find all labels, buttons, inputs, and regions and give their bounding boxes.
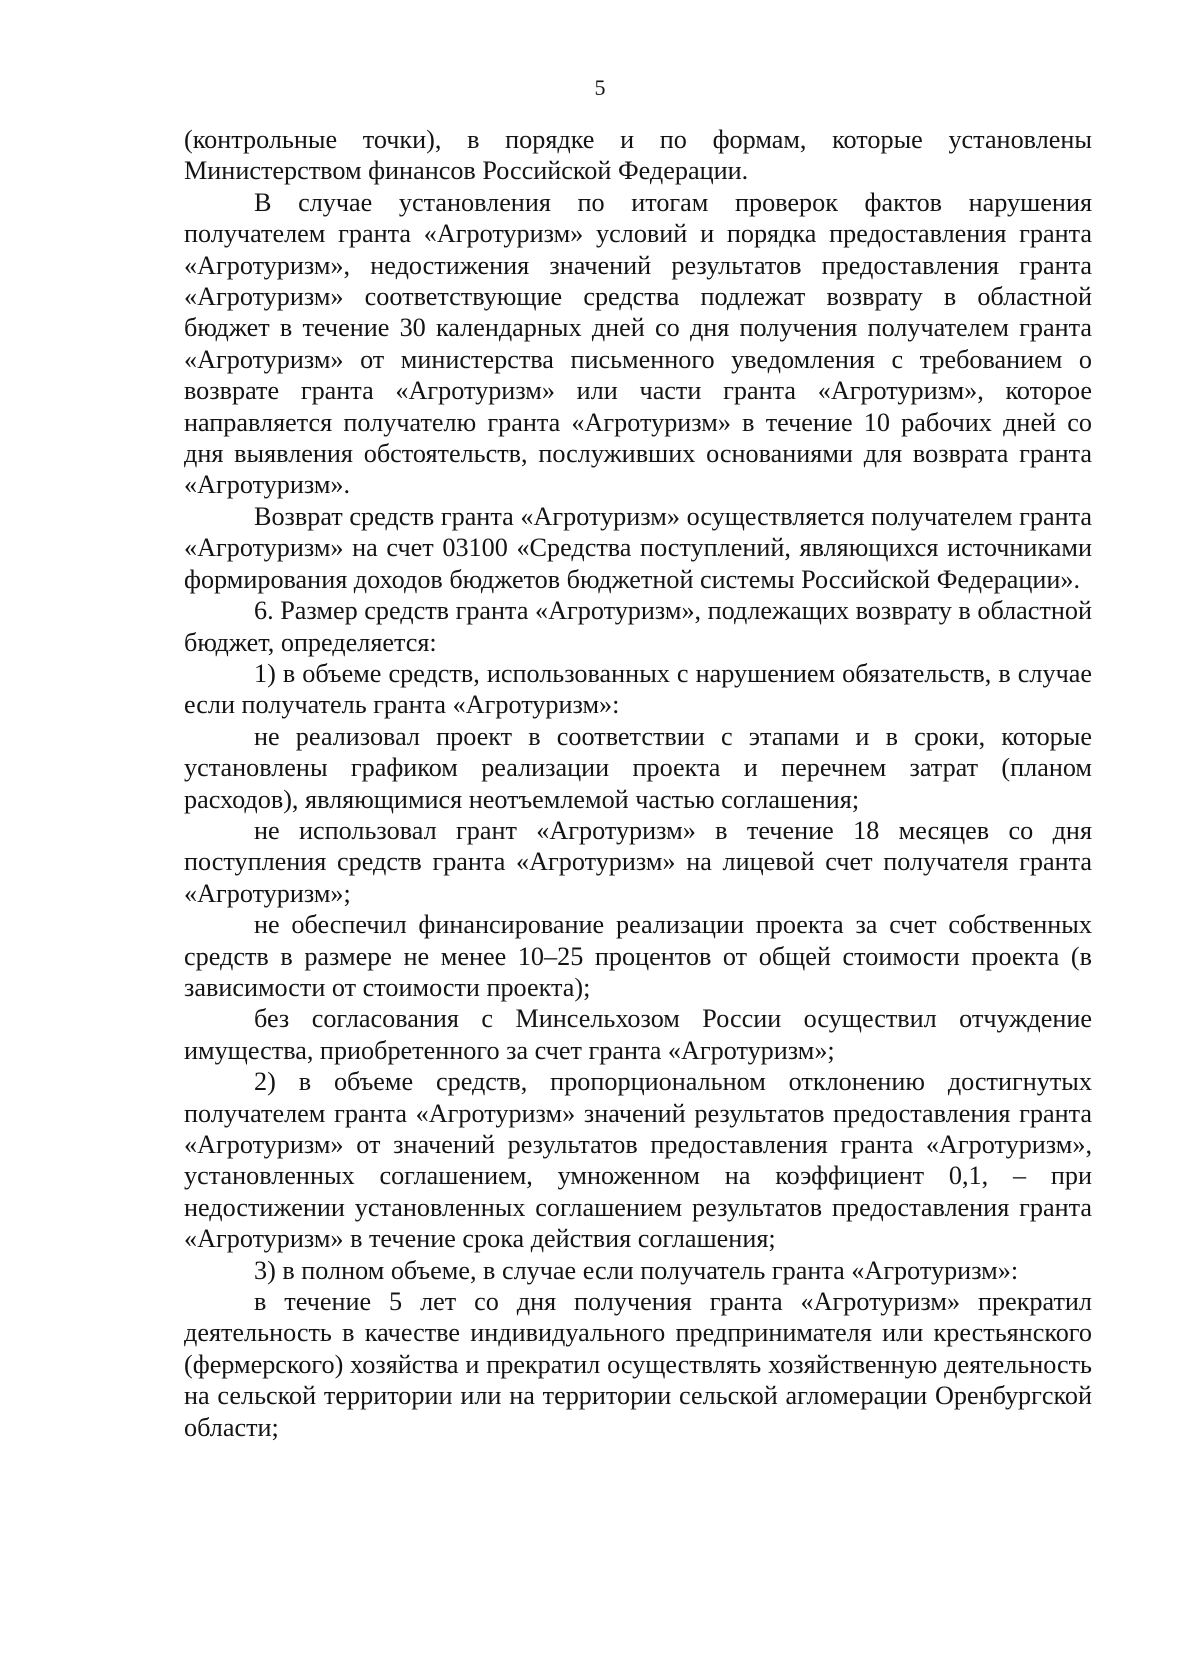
page-number: 5 — [594, 75, 606, 100]
document-body — [184, 124, 1092, 1443]
paragraph: 1) в объеме средств, использованных с нарушением обязательств, в случае если получатель гранта «Агротуризм»: — [184, 658, 1092, 720]
paragraph: в течение 5 лет со дня получения гранта «Агротуризм» прекратил деятельность в качестве индивидуального предпринимателя или крестьянского (фермерского) хозяйства и прекратил осуществлять хозяйственную деятельность на сельской территории или на территории сельской агломерации Оренбургской области; — [184, 1287, 1092, 1442]
paragraph: без согласования с Минсельхозом России осуществил отчуждение имущества, приобретенного за счет гранта «Агротуризм»; — [184, 1004, 1092, 1065]
paragraph: не реализовал проект в соответствии с этапами и в сроки, которые установлены графиком реализации проекта и перечнем затрат (планом расходов), являющимися неотъемлемой частью соглашения; — [184, 721, 1092, 814]
paragraph: (контрольные точки), в порядке и по формам, которые установлены Министерством финансов Российской Федерации. — [184, 125, 1092, 186]
paragraph: В случае установления по итогам проверок фактов нарушения получателем гранта «Агротуризм» условий и порядка предоставления гранта «Агротуризм», недостижения значений результатов предоставления гранта «Агротуризм» соответствующие средства подлежат возврату в областной бюджет в течение 30 календарных дней со дня получения получателем гранта «Агротуризм» от министерства письменного уведомления с требованием о возврате гранта «Агротуризм» или части гранта «Агротуризм», которое направляется получателю гранта «Агротуризм» в течение 10 рабочих дней со дня выявления обстоятельств, послуживших основаниями для возврата гранта «Агротуризм». — [184, 187, 1092, 500]
paragraph: Возврат средств гранта «Агротуризм» осуществляется получателем гранта «Агротуризм» на счет 03100 «Средства поступлений, являющихся источниками формирования доходов бюджетов бюджетной системы Российской Федерации». — [184, 501, 1092, 594]
paragraph: 2) в объеме средств, пропорциональном отклонению достигнутых получателем гранта «Агротуризм» значений результатов предоставления гранта «Агротуризм» от значений результатов предоставления гранта «Агротуризм», установленных соглашением, умноженном на коэффициент 0,1, – при недостижении установленных соглашением результатов предоставления гранта «Агротуризм» в течение срока действия соглашения; — [184, 1067, 1092, 1254]
paragraph: не использовал грант «Агротуризм» в течение 18 месяцев со дня поступления средств гранта «Агротуризм» на лицевой счет получателя гранта «Агротуризм»; — [184, 815, 1092, 908]
paragraph: 3) в полном объеме, в случае если получатель гранта «Агротуризм»: — [254, 1255, 1019, 1285]
paragraph: 6. Размер средств гранта «Агротуризм», подлежащих возврату в областной бюджет, определяется: — [184, 596, 1092, 657]
paragraph: не обеспечил финансирование реализации проекта за счет собственных средств в размере не менее 10–25 процентов от общей стоимости проекта (в зависимости от стоимости проекта); — [184, 910, 1092, 1002]
